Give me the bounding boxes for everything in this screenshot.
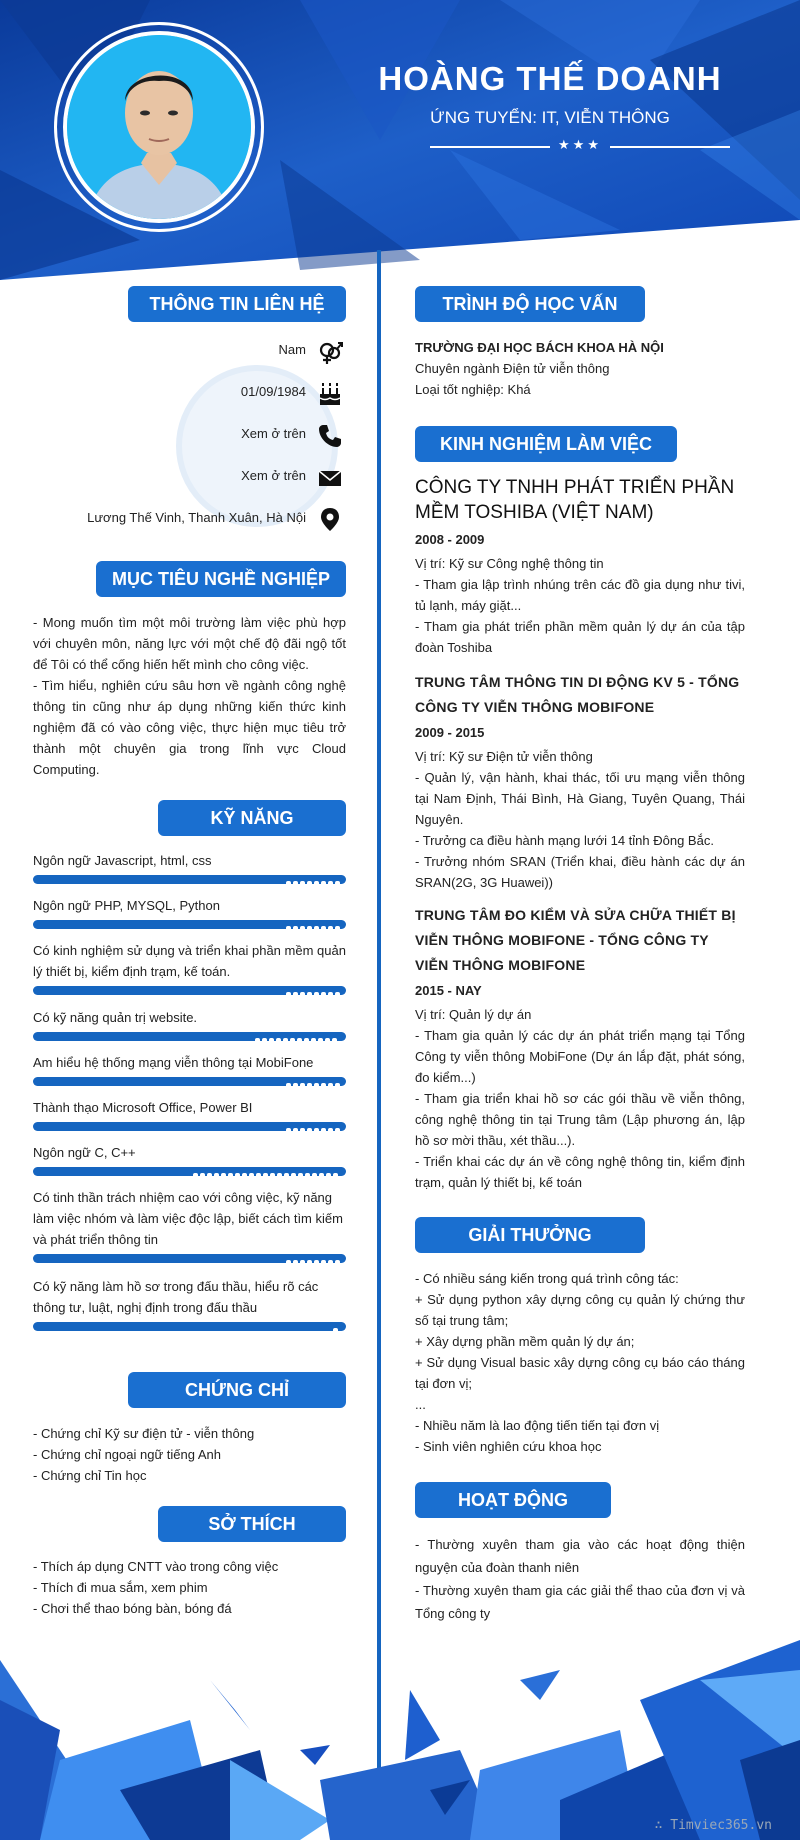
objective-title: MỤC TIÊU NGHỀ NGHIỆP	[96, 561, 346, 597]
list-item: - Chứng chỉ ngoại ngữ tiếng Anh	[33, 1447, 221, 1462]
job-block	[415, 670, 745, 893]
skill-bar	[33, 1122, 346, 1131]
skill-bar-segment	[269, 1038, 274, 1041]
skill-bar-segment	[325, 1038, 330, 1041]
list-item: - Chơi thể thao bóng bàn, bóng đá	[33, 1601, 232, 1616]
job-position: Vị trí: Kỹ sư Công nghệ thông tin	[415, 556, 604, 571]
skill-bar-segment	[300, 881, 305, 884]
skill-bar-segment	[321, 1260, 326, 1263]
job-detail: - Trưởng nhóm SRAN (Triển khai, điều hành các dự án SRAN(2G, 3G Huawei))	[415, 854, 745, 890]
skill-bar-segment	[255, 1038, 260, 1041]
skill-bar-segment	[291, 1173, 296, 1176]
activity-line: - Thường xuyên tham gia vào các hoạt động thiện nguyện của đoàn thanh niên	[415, 1537, 745, 1575]
skill-bar	[33, 1322, 346, 1331]
objective-text	[33, 612, 346, 780]
activities-text	[415, 1533, 745, 1625]
skill-bar-segment	[335, 881, 340, 884]
skill-bar-segment	[286, 1083, 291, 1086]
skill-bar-segment	[314, 881, 319, 884]
skill-bar-segment	[286, 881, 291, 884]
profile-photo	[67, 35, 251, 219]
job-detail: - Tham gia triển khai hồ sơ các gói thầu về viễn thông, công nghệ thông tin tại Trung tâm (Lập phương án, lập hồ sơ mời thầu, xét thầu...).	[415, 1091, 745, 1148]
skill-bar-segment	[328, 926, 333, 929]
email-value: Xem ở trên	[241, 468, 306, 483]
award-line: + Xây dựng phần mềm quản lý dự án;	[415, 1334, 635, 1349]
skill-bar-segment	[307, 1260, 312, 1263]
job-block	[415, 475, 745, 658]
phone-icon	[316, 422, 344, 450]
skill-bar-segment	[286, 992, 291, 995]
skill-item	[33, 1007, 346, 1041]
phone-value: Xem ở trên	[241, 426, 306, 441]
column-divider	[377, 250, 381, 1770]
skill-bar-segment	[214, 1173, 219, 1176]
address-value: Lương Thế Vinh, Thanh Xuân, Hà Nội	[87, 510, 306, 525]
skill-bar-segment	[228, 1173, 233, 1176]
skill-label: Ngôn ngữ Javascript, html, css	[33, 853, 212, 868]
skill-bar-segment	[249, 1173, 254, 1176]
job-period: 2015 - NAY	[415, 983, 482, 998]
skill-label: Có kỹ năng làm hồ sơ trong đấu thầu, hiểu rõ các thông tư, luật, nghị định trong đấu thầu	[33, 1279, 319, 1315]
skill-bar-segment	[293, 1083, 298, 1086]
avatar	[63, 31, 255, 223]
certificates-list	[33, 1423, 346, 1486]
certificates-title: CHỨNG CHỈ	[128, 1372, 346, 1408]
skill-bar-segment	[297, 1038, 302, 1041]
skill-bar-segment	[314, 1083, 319, 1086]
skill-bar	[33, 1032, 346, 1041]
skill-bar-segment	[277, 1173, 282, 1176]
skill-item	[33, 940, 346, 995]
contact-gender	[16, 338, 346, 368]
hobbies-title: SỞ THÍCH	[158, 1506, 346, 1542]
contact-dob	[16, 380, 346, 410]
skill-bar-segment	[333, 1328, 338, 1331]
job-period: 2009 - 2015	[415, 725, 485, 740]
experience-title: KINH NGHIỆM LÀM VIỆC	[415, 426, 677, 462]
skill-bar-segment	[300, 1128, 305, 1131]
contact-phone	[16, 422, 346, 452]
birthday-cake-icon	[316, 380, 344, 408]
job-detail: - Tham gia lập trình nhúng trên các đồ gia dụng như tivi, tủ lạnh, máy giặt...	[415, 577, 745, 613]
education-grade: Loại tốt nghiệp: Khá	[415, 382, 531, 397]
skill-bar	[33, 1254, 346, 1263]
skill-bar-segment	[307, 1128, 312, 1131]
contact-address	[16, 506, 346, 536]
activity-line: - Thường xuyên tham gia các giải thể thao của đơn vị và Tổng công ty	[415, 1583, 745, 1621]
education-block	[415, 337, 745, 400]
skill-bar-segment	[319, 1173, 324, 1176]
job-position: Vị trí: Quản lý dự án	[415, 1007, 532, 1022]
school-name: TRƯỜNG ĐẠI HỌC BÁCH KHOA HÀ NỘI	[415, 340, 664, 355]
skill-bar-segment	[328, 1128, 333, 1131]
skill-bar-segment	[300, 1260, 305, 1263]
skill-item	[33, 850, 346, 884]
job-company: TRUNG TÂM THÔNG TIN DI ĐỘNG KV 5 - TỔNG CÔNG TY VIỄN THÔNG MOBIFONE	[415, 674, 740, 715]
skill-bar-segment	[256, 1173, 261, 1176]
list-item: - Thích áp dụng CNTT vào trong công việc	[33, 1559, 279, 1574]
job-block	[415, 903, 745, 1193]
skill-bar-segment	[300, 926, 305, 929]
skill-bar-segment	[200, 1173, 205, 1176]
skill-bar-segment	[284, 1173, 289, 1176]
contact-email	[16, 464, 346, 494]
skill-bar-segment	[276, 1038, 281, 1041]
skill-bar-segment	[270, 1173, 275, 1176]
skill-bar-segment	[335, 992, 340, 995]
skill-bar-segment	[283, 1038, 288, 1041]
award-line: + Sử dụng Visual basic xây dựng công cụ báo cáo tháng tại đơn vị;	[415, 1355, 745, 1391]
skill-bar-segment	[321, 1083, 326, 1086]
envelope-icon	[316, 464, 344, 492]
skill-bar-segment	[314, 1260, 319, 1263]
dob-value: 01/09/1984	[240, 384, 306, 399]
award-line: + Sử dụng python xây dựng công cụ quản lý chứng thư số tại trung tâm;	[415, 1292, 745, 1328]
skill-label: Ngôn ngữ PHP, MYSQL, Python	[33, 898, 220, 913]
skill-bar-segment	[333, 1173, 338, 1176]
skill-bar-segment	[335, 1260, 340, 1263]
skill-bar-segment	[321, 1128, 326, 1131]
gender-value: Nam	[278, 342, 306, 357]
job-detail: - Quản lý, vận hành, khai thác, tối ưu mạng viễn thông tại Nam Định, Thái Bình, Hà Giang, Tuyên Quang, Thái Nguyên.	[415, 770, 745, 827]
job-detail: - Tham gia phát triển phần mềm quản lý dự án của tập đoàn Toshiba	[415, 619, 745, 655]
skill-bar	[33, 1167, 346, 1176]
skill-bar-segment	[293, 1128, 298, 1131]
skill-bar-segment	[305, 1173, 310, 1176]
skill-bar-segment	[307, 992, 312, 995]
stars-icon: ★★★	[558, 137, 602, 152]
skill-bar-segment	[314, 992, 319, 995]
job-position: Vị trí: Kỹ sư Điện tử viễn thông	[415, 749, 593, 764]
skill-bar	[33, 920, 346, 929]
skill-label: Có tinh thần trách nhiệm cao với công việc, kỹ năng làm việc nhóm và làm việc độc lập, biết cách tìm kiếm và phát triển thông tin	[33, 1190, 343, 1247]
job-company: TRUNG TÂM ĐO KIỂM VÀ SỬA CHỮA THIẾT BỊ VIỄN THÔNG MOBIFONE - TỔNG CÔNG TY VIỄN THÔNG MOBIFONE	[415, 907, 736, 973]
skill-bar-segment	[335, 1083, 340, 1086]
skill-bar-segment	[293, 881, 298, 884]
skill-bar-segment	[328, 992, 333, 995]
skill-bar-segment	[304, 1038, 309, 1041]
skill-bar-segment	[314, 1128, 319, 1131]
activities-title: HOẠT ĐỘNG	[415, 1482, 611, 1518]
location-pin-icon	[316, 506, 344, 534]
skill-bar-segment	[235, 1173, 240, 1176]
skill-label: Có kinh nghiệm sử dụng và triển khai phần mềm quản lý thiết bị, kiểm định trạm, kế toán.	[33, 943, 346, 979]
gender-icon	[316, 338, 344, 366]
skill-item	[33, 1276, 346, 1331]
job-company: CÔNG TY TNHH PHÁT TRIỂN PHẦN MỀM TOSHIBA (VIỆT NAM)	[415, 477, 735, 523]
education-major: Chuyên ngành Điện tử viễn thông	[415, 361, 610, 376]
skill-bar-segment	[293, 1260, 298, 1263]
skill-bar-segment	[307, 881, 312, 884]
job-detail: - Triển khai các dự án về công nghệ thông tin, kiểm định trạm, quản lý thiết bị, kế toán	[415, 1154, 745, 1190]
skill-bar-segment	[263, 1173, 268, 1176]
skill-bar-segment	[221, 1173, 226, 1176]
award-line: - Sinh viên nghiên cứu khoa học	[415, 1439, 602, 1454]
skill-bar-segment	[328, 881, 333, 884]
skill-bar-segment	[293, 926, 298, 929]
skill-bar-segment	[286, 1128, 291, 1131]
applied-position: ỨNG TUYỂN: IT, VIỄN THÔNG	[430, 108, 670, 127]
education-title: TRÌNH ĐỘ HỌC VẤN	[415, 286, 645, 322]
skill-label: Thành thạo Microsoft Office, Power BI	[33, 1100, 253, 1115]
objective-p1: - Mong muốn tìm một môi trường làm việc phù hợp với chuyên môn, năng lực với một chế độ đãi ngộ tốt để Tôi có thể cống hiến hết mình cho công việc.	[33, 615, 346, 672]
skill-bar-segment	[312, 1173, 317, 1176]
award-line: ...	[415, 1397, 426, 1412]
skill-bar-segment	[335, 926, 340, 929]
skill-bar-segment	[326, 1173, 331, 1176]
skill-bar-segment	[286, 926, 291, 929]
objective-p2: - Tìm hiểu, nghiên cứu sâu hơn về ngành công nghệ thông tin cũng như áp dụng những kiến thức kinh nghiệm đã có vào công việc, thực hiện mục tiêu trở thành một chuyên gia trong lĩnh vực Cloud Computing.	[33, 678, 346, 777]
award-line: - Có nhiều sáng kiến trong quá trình công tác:	[415, 1271, 679, 1286]
skill-bar	[33, 986, 346, 995]
skill-label: Có kỹ năng quản trị website.	[33, 1010, 198, 1025]
skill-bar-segment	[311, 1038, 316, 1041]
skill-bar-segment	[328, 1260, 333, 1263]
skill-bar-segment	[242, 1173, 247, 1176]
skill-bar-segment	[193, 1173, 198, 1176]
awards-title: GIẢI THƯỞNG	[415, 1217, 645, 1253]
watermark: ∴ Timviec365.vn	[654, 1818, 772, 1833]
skill-bar-segment	[318, 1038, 323, 1041]
contact-title: THÔNG TIN LIÊN HỆ	[128, 286, 346, 322]
skill-bar-segment	[286, 1260, 291, 1263]
skill-bar-segment	[332, 1038, 337, 1041]
hobbies-list	[33, 1556, 346, 1619]
list-item: - Chứng chỉ Kỹ sư điện tử - viễn thông	[33, 1426, 255, 1441]
skill-item	[33, 1142, 346, 1176]
skill-bar-segment	[321, 926, 326, 929]
skill-bar-segment	[298, 1173, 303, 1176]
job-period: 2008 - 2009	[415, 532, 485, 547]
skill-item	[33, 895, 346, 929]
skill-bar-segment	[300, 1083, 305, 1086]
skill-bar	[33, 1077, 346, 1086]
skill-bar-segment	[207, 1173, 212, 1176]
skill-bar-segment	[321, 881, 326, 884]
skill-bar-segment	[300, 992, 305, 995]
skill-bar-segment	[262, 1038, 267, 1041]
skill-bar-segment	[335, 1128, 340, 1131]
skill-bar-segment	[321, 992, 326, 995]
list-item: - Thích đi mua sắm, xem phim	[33, 1580, 208, 1595]
skills-title: KỸ NĂNG	[158, 800, 346, 836]
skill-bar-segment	[307, 926, 312, 929]
footer-decoration	[0, 1640, 800, 1840]
skill-label: Am hiểu hệ thống mạng viễn thông tại MobiFone	[33, 1055, 314, 1070]
skill-item	[33, 1052, 346, 1086]
awards-list	[415, 1268, 745, 1457]
skill-bar-segment	[293, 992, 298, 995]
skill-item	[33, 1187, 346, 1263]
skill-label: Ngôn ngữ C, C++	[33, 1145, 136, 1160]
skill-item	[33, 1097, 346, 1131]
skill-bar-segment	[328, 1083, 333, 1086]
title-ornament	[430, 137, 730, 154]
candidate-name: HOÀNG THẾ DOANH	[378, 60, 722, 97]
job-detail: - Tham gia quản lý các dự án phát triển mạng tại Tổng Công ty viễn thông MobiFone (Dự án lắp đặt, phát sóng, đo kiểm...)	[415, 1028, 745, 1085]
skill-bar-segment	[314, 926, 319, 929]
footer-polygons	[0, 1640, 800, 1840]
skill-bar	[33, 875, 346, 884]
job-detail: - Trưởng ca điều hành mạng lưới 14 tỉnh Đông Bắc.	[415, 833, 714, 848]
award-line: - Nhiều năm là lao động tiến tiến tại đơn vị	[415, 1418, 660, 1433]
skill-bar-segment	[307, 1083, 312, 1086]
list-item: - Chứng chỉ Tin học	[33, 1468, 147, 1483]
skill-bar-segment	[290, 1038, 295, 1041]
